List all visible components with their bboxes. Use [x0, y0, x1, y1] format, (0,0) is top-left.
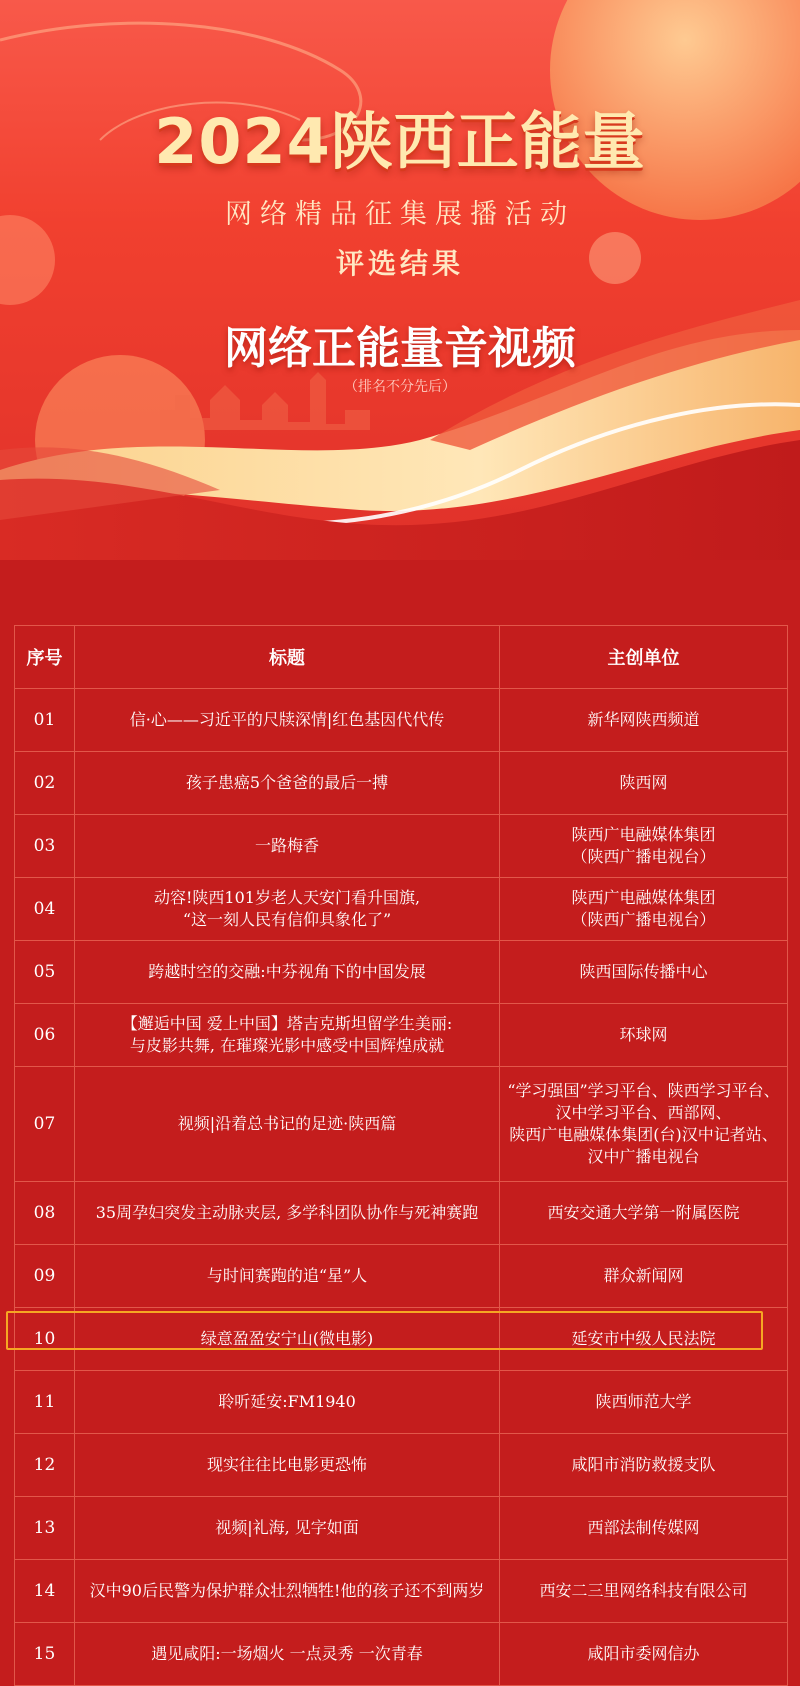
title-line: 孩子患癌5个爸爸的最后一搏: [185, 773, 389, 792]
unit-line: 汉中广播电视台: [587, 1147, 700, 1166]
table-row: [15, 1434, 788, 1497]
header-number: 序号: [15, 626, 75, 689]
title-line: “这一刻人民有信仰具象化了”: [182, 910, 392, 929]
title-line: 【邂逅中国 爱上中国】塔吉克斯坦留学生美丽:: [121, 1014, 453, 1033]
ranking-note: （排名不分先后）: [344, 379, 456, 395]
row-number: 11: [15, 1371, 75, 1434]
title-line: 绿意盈盈安宁山(微电影): [200, 1329, 374, 1348]
row-title: [75, 1308, 500, 1371]
unit-line: 环球网: [619, 1025, 668, 1044]
row-title: [75, 1245, 500, 1308]
unit-line: 陕西广电融媒体集团(台)汉中记者站、: [509, 1125, 778, 1144]
table-row: [15, 1067, 788, 1182]
title-line: 与时间赛跑的追“星”人: [206, 1266, 368, 1285]
table-row: [15, 1497, 788, 1560]
title-line: 一路梅香: [254, 836, 319, 855]
title-line: 视频|礼海, 见字如面: [215, 1518, 359, 1537]
table-row: [15, 815, 788, 878]
table-row: [15, 941, 788, 1004]
results-table: [14, 625, 788, 1686]
unit-line: 陕西师范大学: [595, 1392, 692, 1411]
title-line: 35周孕妇突发主动脉夹层, 多学科团队协作与死神赛跑: [95, 1203, 479, 1222]
row-unit: [500, 1560, 788, 1623]
row-number: 10: [15, 1308, 75, 1371]
row-title: [75, 815, 500, 878]
unit-line: 西安二三里网络科技有限公司: [539, 1581, 748, 1600]
row-unit: [500, 1434, 788, 1497]
row-unit: [500, 1004, 788, 1067]
title-line: 汉中90后民警为保护群众壮烈牺牲!他的孩子还不到两岁: [89, 1581, 485, 1600]
table-header-row: [15, 626, 788, 689]
row-number: 09: [15, 1245, 75, 1308]
unit-line: （陕西广播电视台）: [571, 910, 716, 929]
row-title: [75, 1434, 500, 1497]
row-title: [75, 1623, 500, 1686]
unit-line: 新华网陕西频道: [587, 710, 700, 729]
row-unit: [500, 878, 788, 941]
row-number: 01: [15, 689, 75, 752]
table-row: [15, 752, 788, 815]
unit-line: 群众新闻网: [603, 1266, 684, 1285]
category-heading: 网络正能量音视频: [224, 323, 576, 374]
row-number: 13: [15, 1497, 75, 1560]
table-row: [15, 1623, 788, 1686]
header-banner: [0, 0, 800, 560]
unit-line: （陕西广播电视台）: [571, 847, 716, 866]
unit-line: 陕西广电融媒体集团: [571, 888, 716, 907]
page-subtitle: 网络精品征集展播活动: [225, 199, 575, 230]
page-title: 2024陕西正能量: [154, 105, 646, 178]
unit-line: 咸阳市消防救援支队: [571, 1455, 716, 1474]
row-number: 02: [15, 752, 75, 815]
row-unit: [500, 815, 788, 878]
row-unit: [500, 1308, 788, 1371]
row-title: [75, 1371, 500, 1434]
row-unit: [500, 1245, 788, 1308]
row-number: 06: [15, 1004, 75, 1067]
table-row: [15, 1371, 788, 1434]
row-title: [75, 941, 500, 1004]
row-number: 08: [15, 1182, 75, 1245]
unit-line: 汉中学习平台、西部网、: [555, 1103, 732, 1122]
row-unit: [500, 1182, 788, 1245]
unit-line: “学习强国”学习平台、陕西学习平台、: [507, 1081, 780, 1100]
title-line: 与皮影共舞, 在璀璨光影中感受中国辉煌成就: [129, 1036, 445, 1055]
row-title: [75, 1182, 500, 1245]
row-number: 07: [15, 1067, 75, 1182]
result-heading: 评选结果: [335, 247, 464, 280]
unit-line: 咸阳市委网信办: [587, 1644, 700, 1663]
table-row: [15, 1245, 788, 1308]
table-row: [15, 689, 788, 752]
table-row-highlighted: [15, 1308, 788, 1371]
title-line: 现实往往比电影更恐怖: [206, 1455, 367, 1474]
header-unit: 主创单位: [500, 626, 788, 689]
row-title: [75, 752, 500, 815]
row-title: [75, 1560, 500, 1623]
title-line: 动容!陕西101岁老人天安门看升国旗,: [153, 888, 421, 907]
row-number: 03: [15, 815, 75, 878]
row-number: 04: [15, 878, 75, 941]
row-unit: [500, 1623, 788, 1686]
row-number: 14: [15, 1560, 75, 1623]
unit-line: 西安交通大学第一附属医院: [547, 1203, 740, 1222]
title-line: 聆听延安:FM1940: [218, 1392, 356, 1411]
row-unit: [500, 689, 788, 752]
table-row: [15, 1182, 788, 1245]
row-title: [75, 1067, 500, 1182]
row-unit: [500, 941, 788, 1004]
row-title: [75, 689, 500, 752]
row-number: 05: [15, 941, 75, 1004]
row-title: [75, 1497, 500, 1560]
table-row: [15, 1004, 788, 1067]
row-unit: [500, 1067, 788, 1182]
unit-line: 陕西国际传播中心: [579, 962, 708, 981]
title-line: 跨越时空的交融:中芬视角下的中国发展: [148, 962, 426, 981]
row-unit: [500, 752, 788, 815]
row-title: [75, 878, 500, 941]
table-row: [15, 1560, 788, 1623]
unit-line: 陕西网: [619, 773, 668, 792]
unit-line: 陕西广电融媒体集团: [571, 825, 716, 844]
row-title: [75, 1004, 500, 1067]
unit-line: 西部法制传媒网: [587, 1518, 700, 1537]
title-line: 视频|沿着总书记的足迹·陕西篇: [177, 1114, 397, 1133]
title-line: 遇见咸阳:一场烟火 一点灵秀 一次青春: [151, 1644, 423, 1663]
row-unit: [500, 1371, 788, 1434]
row-unit: [500, 1497, 788, 1560]
table-row: [15, 878, 788, 941]
header-title: 标题: [75, 626, 500, 689]
title-line: 信·心——习近平的尺牍深情|红色基因代代传: [129, 710, 445, 729]
row-number: 12: [15, 1434, 75, 1497]
row-number: 15: [15, 1623, 75, 1686]
unit-line: 延安市中级人民法院: [571, 1329, 716, 1348]
